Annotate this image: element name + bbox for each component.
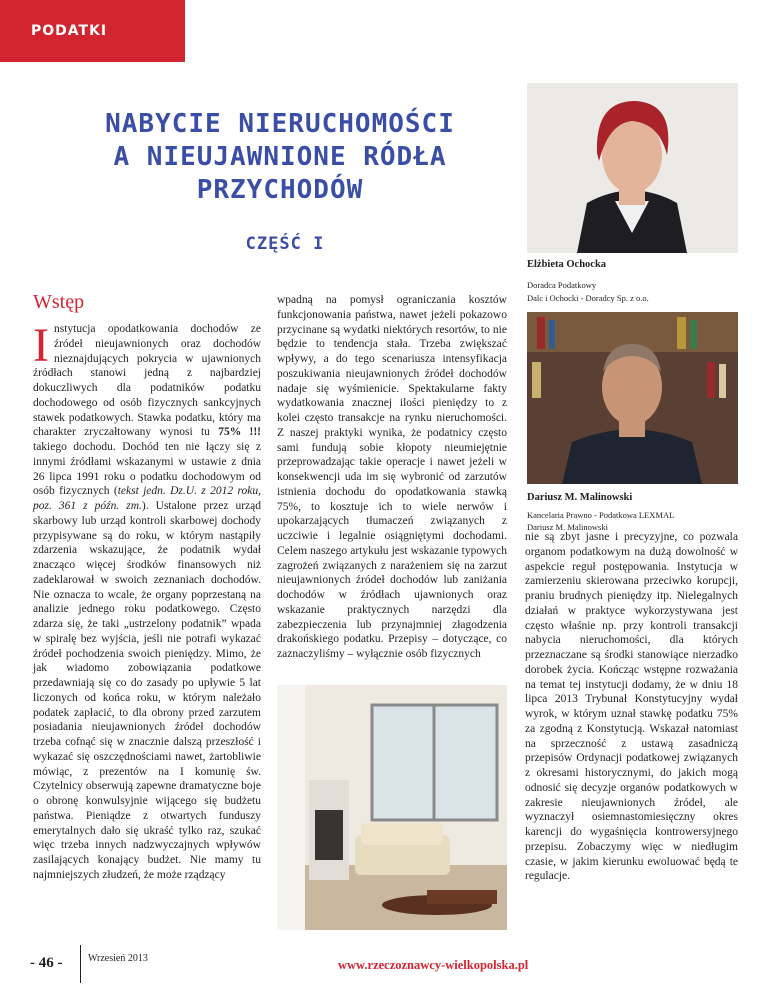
author2-company: Kancelaria Prawno - Podatkowa LEXMAL xyxy=(527,510,675,520)
col1-citation: tekst jedn. Dz.U. z 2012 roku, poz. 361 z późn. zm. xyxy=(33,485,261,512)
author1-company: Dalc i Ochocki - Doradcy Sp. z o.o. xyxy=(527,293,649,303)
col1-text-2: takiego dochodu. Dochód ten nie łączy się z innymi źródłami wskazanymi w ustawie z dnia 26 lipca 1991 roku o podatku dochodowym od osób fizycznych ( xyxy=(33,441,261,498)
footer-divider xyxy=(80,945,81,983)
drop-cap: I xyxy=(33,319,49,372)
author1-name: Elżbieta Ochocka xyxy=(527,259,607,270)
author1-role: Doradca Podatkowy xyxy=(527,280,597,290)
interior-photo xyxy=(277,685,507,930)
col1-rate: 75% !!! xyxy=(218,426,261,439)
article-part: CZĘŚĆ I xyxy=(245,234,325,254)
section-heading: Wstęp xyxy=(33,291,85,313)
title-line-3: PRZYCHODÓW xyxy=(196,175,364,205)
author-photo-ochocka xyxy=(527,83,738,253)
issue-date: Wrzesień 2013 xyxy=(88,953,148,964)
col1-text-1: nstytucja opodatkowania dochodów ze źródeł nieujawnionych oraz dochodów nieznajdujących pokrycia w ujawnionych źródłach stanowi jedną z najbardziej dokuczliwych dla podatników podatku dochodowego od osób fizycznych sankcyjnych stawek podatkowych. Stawka podatku, który ma charakter zryczałtowany wynosi tu xyxy=(33,323,261,439)
page-number: - 46 - xyxy=(30,955,63,971)
column-3: nie są zbyt jasne i precyzyjne, co pozwala organom podatkowym na dużą dowolność w aspekcie reguł postępowania. Instytucja w zamierzeniu skierowana przeciwko korupcji, praniu brudnych pieniędzy itp. Nielegalnych działań w praktyce wykorzystywana jest często właśnie np. przy kontroli transakcji nabycia nieruchomości, dla których przeznaczane są środki stanowiące nierzadko dorobek życia. Kończąc wstępne rozważania na temat tej instytucji dodamy, że w dniu 18 lipca 2013 Trybunał Konstytucyjny wydał wyrok, w którym uznał stawkę podatku 75% za zgodną z Konstytucją. Wskazał natomiast na sprzeczność z ustawą zasadniczą przepisów Ordynacji podatkowej związanych z okresami historycznymi, do jakich mogą odnosić się decyzje organów podatkowych w zakresie nieujawnionych źródeł, ale wyznaczył osiemnastomiesięczny okres karencji do wygaśnięcia kontrowersyjnego przepisu. Zobaczymy więc w niedługim czasie, w jakim kierunku ewoluować będą te regulacje. xyxy=(525,531,738,883)
title-line-2: A NIEUJAWNIONE RÓDŁA xyxy=(113,142,447,172)
column-2: wpadną na pomysł ograniczania kosztów funkcjonowania państwa, nawet jeżeli pokazowo przycinane są wydatki niektórych resortów, to nie będzie to tendencja stała. Trzeba zwiększać wpływy, a do tego scenariusza intensyfikacja poszukiwania nieujawnionych źródeł dochodów nadaje się wyśmienicie. Spektakularne fakty wydatkowania znacznej ilości pieniędzy to z kolei często transakcje na rynku nieruchomości. Z naszej praktyki wynika, że podatnicy często sami fundują sobie kłopoty nieumiejętnie przeprowadzając takie operacje i nawet jeżeli w konsekwencji uda im się wybronić od zarzutów istnienia dochodu do opodatkowania stawką 75%, to kosztuje ich to wiele nerwów i upokarzających tłumaczeń związanych z uczciwie i legalnie osiągniętymi dochodami. Celem naszego artykułu jest wskazanie typowych zagrożeń związanych z narażeniem się na zarzut nieujawnionych źródeł dochodów lub zaniżania dochodów w źródłach ujawnionych oraz wskazanie praktycznych narzędzi dla zabezpieczenia lub przynajmniej złagodzenia drakońskiego podatku. Przepisy – dotyczące, co zaznaczyliśmy – wyłącznie osób fizycznych xyxy=(277,294,507,660)
col1-text-3: ). Ustalone przez urząd skarbowy lub urząd kontroli skarbowej dochody przypisywane są do roku, w którym nastąpiły zdarzenia wskazujące, że podatnik wydał znacząco więcej środków finansowych niż zadeklarował w swoich zeznaniach dochodów. Nie oznacza to wcale, że organy poprzestaną na analizie jednego roku podatkowego. Często zdarza się, że taki „ustrzelony podatnik” wpada w spiralę bez wyjścia, jeśli nie potrafi wykazać źródeł pochodzenia swoich pieniędzy. Mimo, że jak wiadomo zobowiązania podatkowe przedawniają się co do zasady po upływie 5 lat liczonych od końca roku, w którym należało podatek zapłacić, to dla obrony przed zarzutem posiadania nieujawnionych źródeł dochodów trzeba cofnąć się w znacznie dalszą przeszłość i wykazać się oszczędnościami nawet, żartobliwie mówiąc, z prezentów na I komunię św. Czytelnicy obserwują zapewne dramatyczne boje o obronę konwulsyjnie wijącego się budżetu państwa. Pieniądze z otwartych funduszy emerytalnych dało się ukraść tylko raz, szukać więc trzeba innych nadzwyczajnych wpływów zasilających konający budżet. Nie mamy tu najmniejszych złudzeń, że może rządzący xyxy=(33,500,261,881)
article-title xyxy=(60,108,500,207)
website-url[interactable]: www.rzeczoznawcy-wielkopolska.pl xyxy=(338,958,529,972)
column-1 xyxy=(33,319,261,883)
title-line-1: NABYCIE NIERUCHOMOŚCI xyxy=(105,109,455,139)
author2-name: Dariusz M. Malinowski xyxy=(527,492,633,503)
author-photo-malinowski xyxy=(527,312,738,484)
author2-person: Dariusz M. Malinowski xyxy=(527,522,608,532)
section-tab: PODATKI xyxy=(0,0,185,62)
